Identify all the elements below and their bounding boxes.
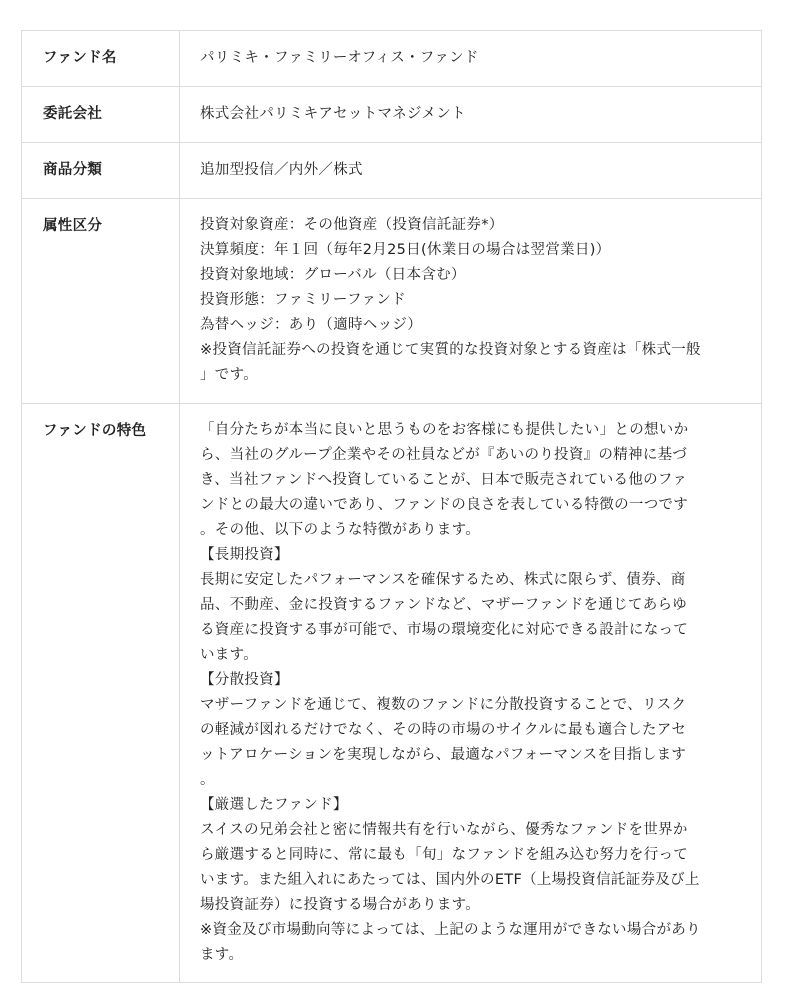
value-line: ットアロケーションを実現しながら、最適なパフォーマンスを目指します [200, 747, 687, 763]
table-row-attribute-classification [22, 199, 762, 404]
value-line: います。 [200, 647, 259, 663]
value-line: 【分散投資】 [200, 672, 289, 688]
value-line: 長期に安定したパフォーマンスを確保するため、株式に限らず、債券、商 [200, 572, 686, 588]
value-line: る資産に投資する事が可能で、市場の環境変化に対応できる設計になって [200, 622, 689, 638]
value-line: 投資対象資産：その他資産（投資信託証券*） [200, 217, 504, 233]
value-line: ます。 [200, 947, 244, 963]
table-row-fund-features [22, 404, 762, 983]
value-line: 【厳選したファンド】 [200, 797, 348, 813]
value-line: 品、不動産、金に投資するファンドなど、マザーファンドを通じてあらゆ [200, 597, 688, 613]
value-line: スイスの兄弟会社と密に情報共有を行いながら、優秀なファンドを世界か [200, 822, 688, 838]
value-line: 」です。 [200, 367, 259, 383]
row-label: ファンド名 [22, 31, 180, 87]
value-line: ら厳選すると同時に、常に最も「旬」なファンドを組み込む努力を行って [200, 847, 689, 863]
value-line: 株式会社パリミキアセットマネジメント [200, 106, 466, 122]
value-line: 「自分たちが本当に良いと思うものをお客様にも提供したい」との想いか [200, 422, 689, 438]
row-label: 属性区分 [22, 199, 180, 404]
row-label: 商品分類 [22, 143, 180, 199]
fund-info-table [21, 30, 762, 983]
row-value [180, 87, 762, 143]
value-line: ※投資信託証券への投資を通じて実質的な投資対象とする資産は「株式一般 [200, 342, 701, 358]
value-line: 追加型投信／内外／株式 [200, 162, 363, 178]
row-value [180, 143, 762, 199]
value-line: 。その他、以下のような特徴があります。 [200, 522, 481, 538]
value-line: 投資形態：ファミリーファンド [200, 292, 406, 308]
row-value [180, 404, 762, 983]
value-line: き、当社ファンドへ投資していることが、日本で販売されている他のファ [200, 472, 688, 488]
value-line: 【長期投資】 [200, 547, 289, 563]
value-line: ら、当社のグループ企業やその社員などが『あいのり投資』の精神に基づ [200, 447, 688, 463]
table-row-fund-name [22, 31, 762, 87]
row-label: ファンドの特色 [22, 404, 180, 983]
row-value [180, 199, 762, 404]
value-line: 場投資証券）に投資する場合があります。 [200, 897, 481, 913]
value-line: います。また組入れにあたっては、国内外のETF（上場投資信託証券及び上 [200, 872, 700, 888]
row-value [180, 31, 762, 87]
value-line: ※資金及び市場動向等によっては、上記のような運用ができない場合があり [200, 922, 701, 938]
value-line: ンドとの最大の違いであり、ファンドの良さを表している特徴の一つです [200, 497, 689, 513]
row-label: 委託会社 [22, 87, 180, 143]
value-line: パリミキ・ファミリーオフィス・ファンド [200, 50, 479, 66]
value-line: マザーファンドを通じて、複数のファンドに分散投資することで、リスク [200, 697, 687, 713]
value-line: 決算頻度：年１回（毎年2月25日(休業日の場合は翌営業日)） [200, 242, 611, 258]
table-row-product-classification [22, 143, 762, 199]
value-line: 為替ヘッジ：あり（適時ヘッジ） [200, 317, 422, 333]
value-line: 投資対象地域：グローバル（日本含む） [200, 267, 466, 283]
table-row-management-company [22, 87, 762, 143]
fund-info-table-body [22, 31, 762, 983]
value-line: の軽減が図れるだけでなく、その時の市場のサイクルに最も適合したアセ [200, 722, 687, 738]
value-line: 。 [200, 772, 215, 788]
